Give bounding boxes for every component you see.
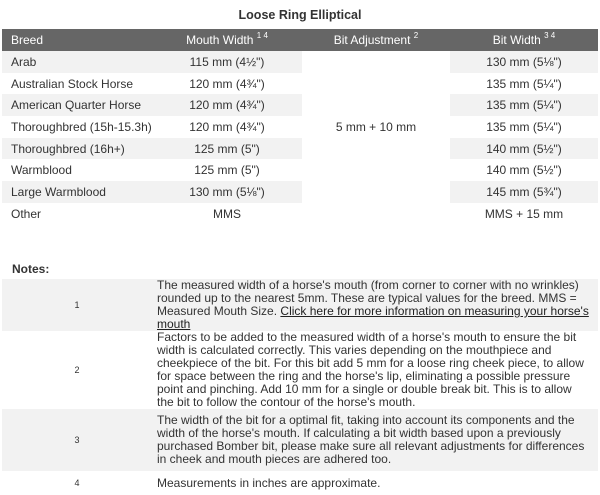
table-row <box>2 181 598 203</box>
note-number: 4 <box>74 477 80 488</box>
table-row <box>2 138 598 160</box>
bit-width-cell: 130 mm (5⅛") <box>450 51 598 73</box>
bit-width-cell: 135 mm (5¼") <box>450 94 598 116</box>
notes-title: Notes: <box>12 262 50 276</box>
note-number: 2 <box>74 364 80 375</box>
table-row <box>2 159 598 181</box>
note-text-body: The measured width of a horse's mouth (from corner to corner with no wrinkles) rounded up to the nearest 5mm. These are typical values for the breed. MMS = Measured Mouth Size. <box>157 278 579 318</box>
bit-width-cell: 135 mm (5¼") <box>486 76 562 91</box>
breed-cell: Other <box>11 206 42 221</box>
bit-adjustment-empty-cell <box>302 203 450 225</box>
header-bit-width: Bit Width $^{3 4}$ <box>450 29 598 51</box>
breed-cell: American Quarter Horse <box>2 94 152 116</box>
bit-width-cell: 135 mm (5¼") <box>486 119 562 134</box>
breed-cell: Australian Stock Horse <box>11 76 134 91</box>
table-row <box>2 51 598 73</box>
notes-table <box>2 279 598 495</box>
bit-adjustment-cell: 5 mm + 10 mm <box>302 51 450 203</box>
note-number: 1 <box>2 279 152 331</box>
note-number: 3 <box>2 409 152 471</box>
header-bit-adjustment-refs: 2 <box>413 31 419 40</box>
bit-size-table <box>2 29 598 225</box>
note-row <box>2 471 598 495</box>
page-title: Loose Ring Elliptical <box>238 8 362 22</box>
table-row <box>2 203 598 225</box>
mouth-width-cell: 120 mm (4¾") <box>189 76 265 91</box>
bit-width-cell: 140 mm (5½") <box>450 138 598 160</box>
header-bit-adjustment: Bit Adjustment $^2$ <box>302 29 450 51</box>
breed-cell: Thoroughbred (16h+) <box>2 138 152 160</box>
mouth-width-cell: 115 mm (4½") <box>152 51 302 73</box>
bit-width-cell: MMS + 15 mm <box>484 206 564 221</box>
table-row <box>2 73 598 95</box>
mouth-width-cell: 120 mm (4¾") <box>152 94 302 116</box>
mouth-width-cell: 120 mm (4¾") <box>189 119 265 134</box>
note-row <box>2 279 598 331</box>
bit-width-cell: 145 mm (5¾") <box>450 181 598 203</box>
header-mouth-width: Mouth Width $^{1 4}$ <box>152 29 302 51</box>
mouth-width-cell: 125 mm (5") <box>194 163 260 178</box>
table-row <box>2 94 598 116</box>
mouth-width-cell: 125 mm (5") <box>152 138 302 160</box>
table-row <box>2 116 598 138</box>
note-text: The width of the bit for a optimal fit, taking into account its components and the width of the horse's mouth. If calculating a bit width based upon a previously purchased Bomber bit, please make sure all relevant adjustments for differences in cheek and mouth pieces are adhered too. <box>152 409 598 471</box>
note-text <box>152 279 598 331</box>
header-bit-width-refs: 3 4 <box>544 31 556 40</box>
mouth-width-cell: MMS <box>213 206 241 221</box>
breed-cell: Arab <box>2 51 152 73</box>
breed-cell: Large Warmblood <box>2 181 152 203</box>
note-text: Measurements in inches are approximate. <box>157 475 381 490</box>
header-mouth-width-refs: 1 4 <box>256 31 268 40</box>
mouth-width-cell: 130 mm (5⅛") <box>152 181 302 203</box>
note-row <box>2 409 598 471</box>
table-header-row <box>2 29 598 51</box>
breed-cell: Thoroughbred (15h-15.3h) <box>11 119 152 134</box>
measuring-mouth-link[interactable]: Click here for more information on measuring your horse's mouth <box>157 304 589 331</box>
bit-width-cell: 140 mm (5½") <box>486 163 562 178</box>
note-row <box>2 331 598 409</box>
header-breed: Breed <box>2 29 152 51</box>
note-text: Factors to be added to the measured width of a horse's mouth to ensure the bit width is calculated correctly. This varies depending on the mouthpiece and cheekpiece of the bit. For this bit add 5 mm for a loose ring cheek piece, to allow for space between the ring and the horse's lip, eliminating a possible pressure point and pinching. Add 10 mm for a single or double break bit. This is to allow the bit to follow the contour of the horse's mouth. <box>157 330 584 409</box>
breed-cell: Warmblood <box>11 163 72 178</box>
